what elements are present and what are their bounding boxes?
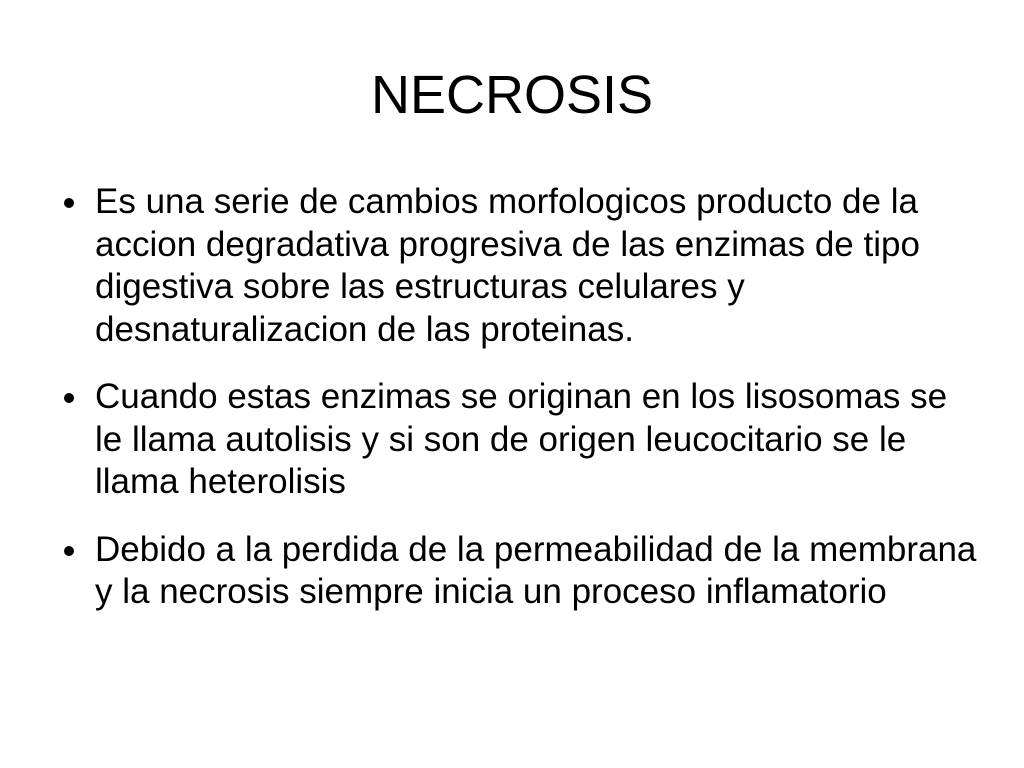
bullet-text: Cuando estas enzimas se originan en los lisosomas se le llama autolisis y si son de origen leucocitario se le llama heterolisis <box>95 377 948 501</box>
bullet-dot-icon <box>64 546 74 556</box>
bullet-item <box>58 529 978 614</box>
slide-title: NECROSIS <box>370 65 654 125</box>
bullet-item <box>58 181 978 351</box>
bullet-text: Es una serie de cambios morfologicos producto de la accion degradativa progresiva de las enzimas de tipo digestiva sobre las estructuras celulares y desnaturalizacion de las proteinas. <box>95 182 920 349</box>
bullet-item <box>58 376 978 504</box>
bullet-text: Debido a la perdida de la permeabilidad de la membrana y la necrosis siempre inicia un proceso inflamatorio <box>95 529 977 611</box>
bullet-dot-icon <box>64 393 74 403</box>
bullet-list <box>58 181 978 614</box>
bullet-dot-icon <box>64 198 74 208</box>
